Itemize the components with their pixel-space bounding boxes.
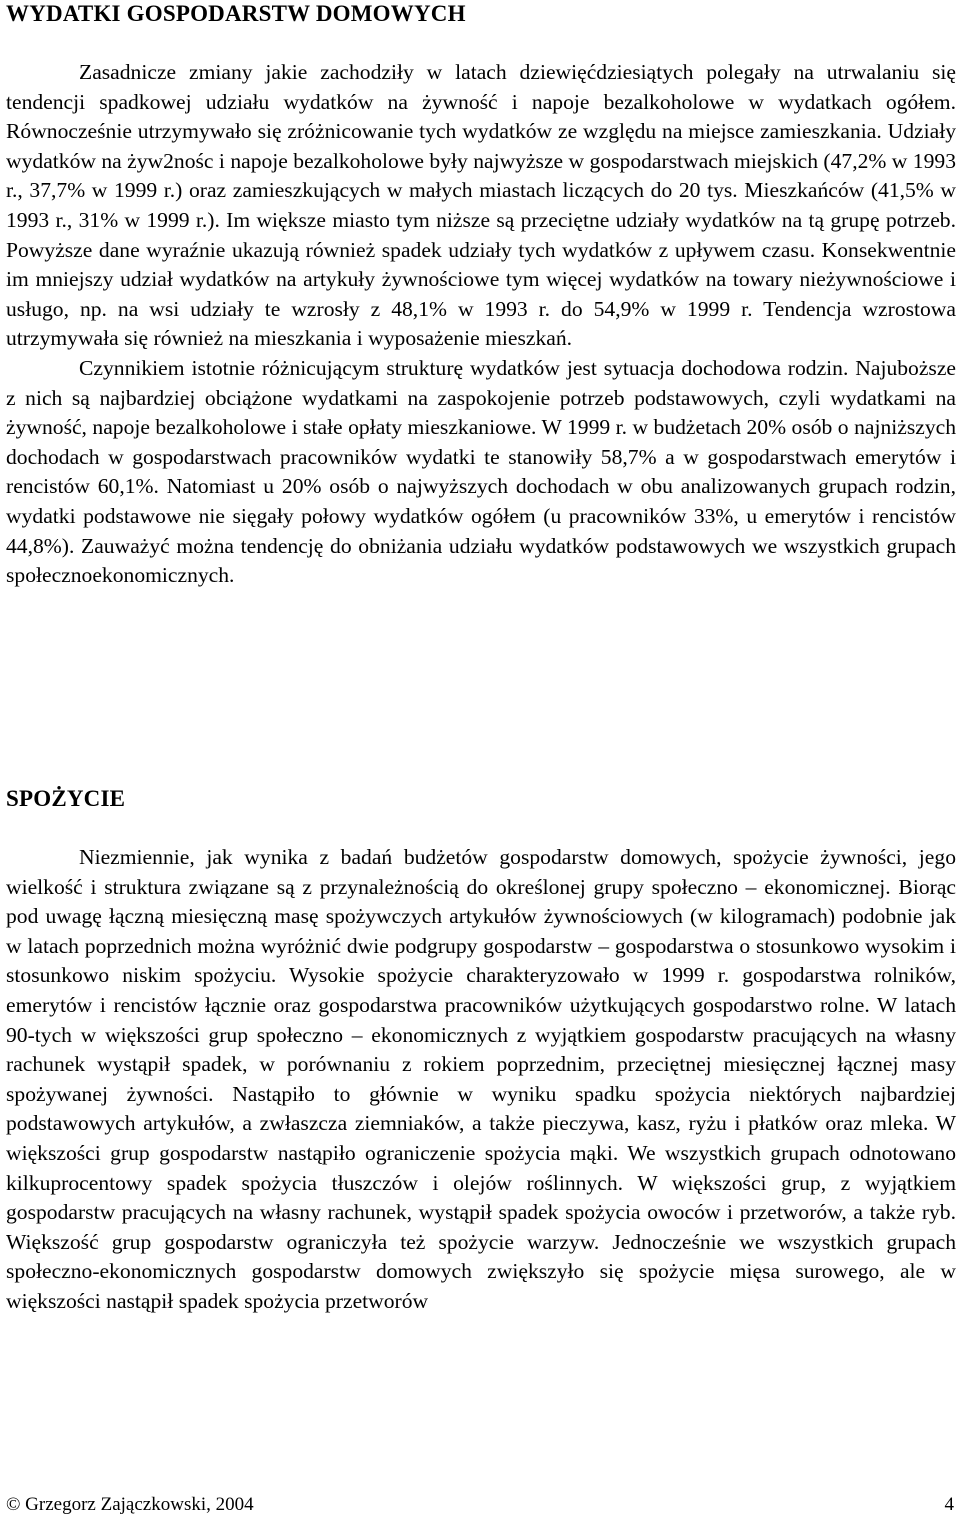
paragraph: Czynnikiem istotnie różnicującym strukturę wydatków jest sytuacja dochodowa rodzin. Najuboższe z nich są najbardziej obciążone wydatkami na zaspokojenie potrzeb podstawowych, czyli wydatkami na żywność, napoje bezalkoholowe i stałe opłaty mieszkaniowe. W 1999 r. w budżetach 20% osób o najniższych dochodach w gospodarstwach pracowników wydatki te stanowiły 58,7% a w gospodarstwach emerytów i rencistów 60,1%. Natomiast u 20% osób o najwyższych dochodach w obu analizowanych grupach rodzin, wydatki podstawowe nie sięgały połowy wydatków ogółem (u pracowników 33%, u emerytów i rencistów 44,8%). Zauważyć można tendencję do obniżania udziału wydatków podstawowych we wszystkich grupach społecznoekonomicznych.	[6, 355, 956, 588]
page-footer	[6, 1494, 954, 1516]
paragraph: Niezmiennie, jak wynika z badań budżetów gospodarstw domowych, spożycie żywności, jego wielkość i struktura związane są z przynależnością do określonej grupy społeczno – ekonomicznej. Biorąc pod uwagę łączną miesięczną masę spożywczych artykułów żywnościowych (w kilogramach) podobnie jak w latach poprzednich można wyróżnić dwie podgrupy gospodarstw – gospodarstwa o stosunkowo wysokim i stosunkowo niskim spożyciu. Wysokie spożycie charakteryzowało w 1999 r. gospodarstwa rolników, emerytów i rencistów łącznie oraz gospodarstwa pracowników użytkujących gospodarstwo rolne. W latach 90-tych w większości grup społeczno – ekonomicznych z wyjątkiem gospodarstw pracujących na własny rachunek wystąpił spadek, w porównaniu z rokiem poprzednim, przeciętnej miesięcznej łącznej masy spożywanej żywności. Nastąpiło to głównie w wyniku spadku spożycia niektórych najbardziej podstawowych artykułów, a zwłaszcza ziemniaków, a także pieczywa, kasz, ryżu i płatków oraz mleka. W większości grup gospodarstw nastąpiło ograniczenie spożycia mąki. We wszystkich grupach odnotowano kilkuprocentowy spadek spożycia tłuszczów i olejów roślinnych. W większości grup, z wyjątkiem gospodarstw pracujących na własny rachunek, wystąpił spadek spożycia owoców i przetworów, a także ryb. Większość grup gospodarstw ograniczyła też spożycie warzyw. Jednocześnie we wszystkich grupach społeczno-ekonomicznych gospodarstw domowych zwiększyło się spożycie mięsa surowego, ale w większości nastąpił spadek spożycia przetworów	[6, 845, 956, 1313]
section-title-wydatki: WYDATKI GOSPODARSTW DOMOWYCH	[6, 1, 466, 26]
section-title-spozycie: SPOŻYCIE	[6, 786, 126, 811]
page-number: 4	[944, 1494, 954, 1515]
paragraph: Zasadnicze zmiany jakie zachodziły w latach dziewięćdziesiątych polegały na utrwalaniu się tendencji spadkowej udziału wydatków na żywność i napoje bezalkoholowe w wydatkach ogółem. Równocześnie utrzymywało się zróżnicowanie tych wydatków ze względu na miejsce zamieszkania. Udziały wydatków na żyw2nośc i napoje bezalkoholowe były najwyższe w gospodarstwach miejskich (47,2% w 1993 r., 37,7% w 1999 r.) oraz zamieszkujących w małych miastach liczących do 20 tys. Mieszkańców (41,5% w 1993 r., 31% w 1999 r.). Im większe miasto tym niższe są przeciętne udziały wydatków na tą grupę potrzeb. Powyższe dane wyraźnie ukazują również spadek udziały tych wydatków z upływem czasu. Konsekwentnie im mniejszy udział wydatków na artykuły żywnościowe tym więcej wydatków na towary nieżywnościowe i usługo, np. na wsi udziały te wzrosły z 48,1% w 1993 r. do 54,9% w 1999 r. Tendencja wzrostowa utrzymywała się również na mieszkania i wyposażenie mieszkań.	[6, 60, 956, 351]
section-body-spozycie	[6, 843, 956, 1317]
section-body-wydatki	[6, 58, 956, 591]
copyright-text: © Grzegorz Zajączkowski, 2004	[6, 1494, 254, 1515]
